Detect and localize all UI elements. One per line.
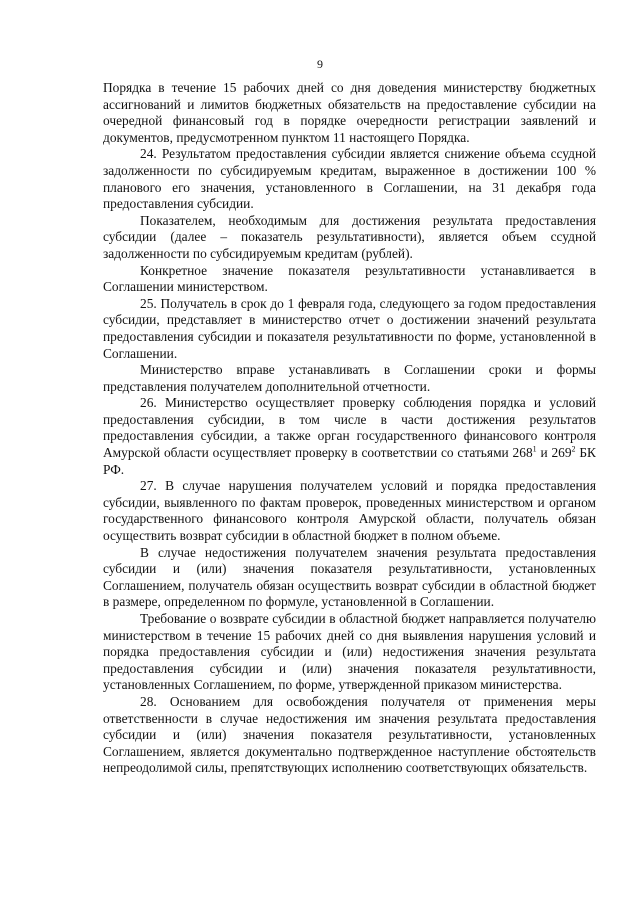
conjunction: и (536, 445, 552, 461)
paragraph-continuation: Порядка в течение 15 рабочих дней со дня доведения министерству бюджетных ассигнований и лимитов бюджетных обязательств на предоставление субсидии на очередной финансовый год в порядке очередности регистрации заявлений и документов, предусмотренном пунктом 11 настоящего Порядка. (103, 80, 596, 145)
article-ref-268-sup: 1 (532, 444, 537, 454)
paragraph-28: 28. Основанием для освобождения получателя от применения меры ответственности в случае недостижения им значения результата предоставления субсидии и (или) значения показателя результативности, установленных Соглашением, является документально подтвержденное наступление обстоятельств непреодолимой силы, препятствующих исполнению соответствующих обязательств. (103, 693, 596, 776)
article-ref-269: 269 (551, 445, 572, 461)
paragraph-26-text: 26. Министерство осуществляет проверку соблюдения порядка и условий предоставления субсидии, в том числе в части достижения результатов предоставления субсидии, а также орган государственного финансового контроля Амурской области осуществляет проверку в соответствии со статьями (103, 395, 596, 461)
paragraph-26 (103, 395, 596, 478)
paragraph-27-shortfall: В случае недостижения получателем значения результата предоставления субсидии и (или) значения показателя результативности, установленных Соглашением, получатель обязан осуществить возврат субсидии в областной бюджет в размере, определенном по формуле, установленной в Соглашении. (103, 544, 596, 610)
paragraph-25-reporting: Министерство вправе устанавливать в Соглашении сроки и формы представления получателем дополнительной отчетности. (103, 362, 596, 394)
article-ref-268: 268 (512, 445, 533, 461)
page-number: 9 (317, 57, 323, 71)
document-body (103, 80, 596, 777)
paragraph-26-tail: БК РФ. (103, 445, 596, 477)
paragraph-24: 24. Результатом предоставления субсидии является снижение объема ссудной задолженности по субсидируемым кредитам, выраженное в достижении 100 % планового его значения, установленного в Соглашении, на 31 декабря года предоставления субсидии. (103, 146, 596, 212)
paragraph-27-demand: Требование о возврате субсидии в областной бюджет направляется получателю министерством в течение 15 рабочих дней со дня выявления нарушения условий и порядка предоставления субсидии и (или) недостижения значения результата предоставления субсидии и (или) значения показателя результативности, установленных Соглашением, по форме, утвержденной приказом министерства. (103, 611, 596, 693)
article-ref-269-sup: 2 (571, 444, 576, 454)
paragraph-27: 27. В случае нарушения получателем условий и порядка предоставления субсидии, выявленного по фактам проверок, проведенных министерством и органом государственного финансового контроля Амурской области, получатель обязан осуществить возврат субсидии в областной бюджет в полном объеме. (103, 478, 596, 544)
paragraph-25: 25. Получатель в срок до 1 февраля года, следующего за годом предоставления субсидии, представляет в министерство отчет о достижении значений результата предоставления субсидии и показателя результативности по форме, установленной в Соглашении. (103, 295, 596, 361)
paragraph-24-indicator: Показателем, необходимым для достижения результата предоставления субсидии (далее – показатель результативности), является объем ссудной задолженности по субсидируемым кредитам (рублей). (103, 212, 596, 261)
paragraph-24-value: Конкретное значение показателя результативности устанавливается в Соглашении министерством. (103, 262, 596, 295)
